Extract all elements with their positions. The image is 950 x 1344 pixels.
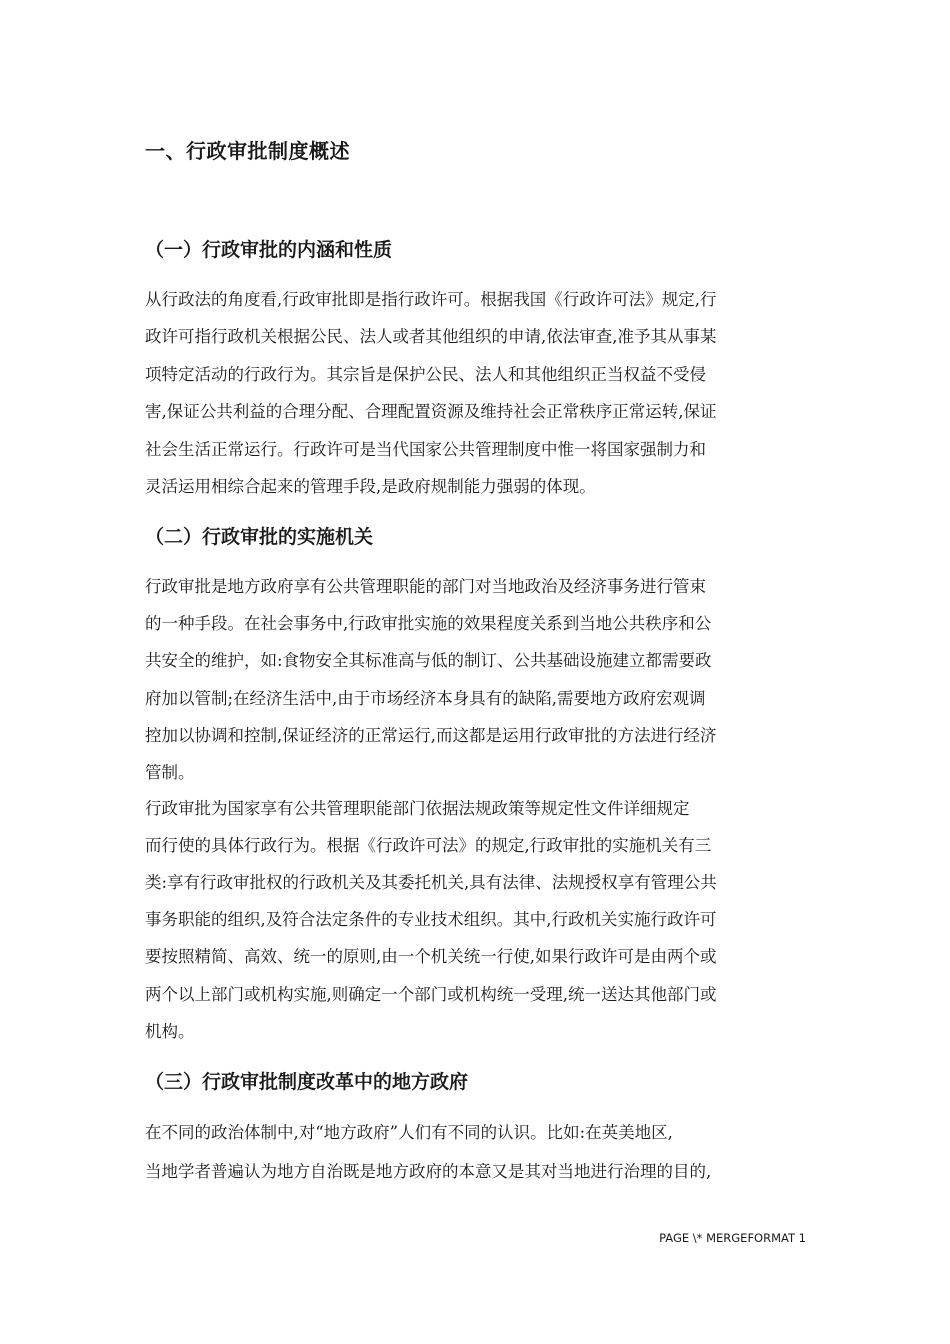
paragraph-line: 事务职能的组织,及符合法定条件的专业技术组织。其中,行政机关实施行政许可 <box>145 910 717 929</box>
paragraph-line: 的一种手段。在社会事务中,行政审批实施的效果程度关系到当地公共秩序和公 <box>145 614 712 633</box>
paragraph-line: 行政审批是地方政府享有公共管理职能的部门对当地政治及经济事务进行管束 <box>145 577 706 596</box>
paragraph-line: 管制。 <box>145 763 195 782</box>
paragraph-line: 而行使的具体行政行为。根据《行政许可法》的规定,行政审批的实施机关有三 <box>145 836 712 855</box>
chapter-heading: 一、行政审批制度概述 <box>145 139 350 163</box>
page-footer-field: PAGE \* MERGEFORMAT 1 <box>659 1231 806 1245</box>
paragraph-line: 机构。 <box>145 1022 195 1041</box>
paragraph-line: 社会生活正常运行。行政许可是当代国家公共管理制度中惟一将国家强制力和 <box>145 440 706 459</box>
paragraph-line: 共安全的维护，如:食物安全其标准高与低的制订、公共基础设施建立都需要政 <box>145 651 712 670</box>
paragraph-line: 从行政法的角度看,行政审批即是指行政许可。根据我国《行政许可法》规定,行 <box>145 290 717 309</box>
paragraph-line: 行政审批为国家享有公共管理职能部门依据法规政策等规定性文件详细规定 <box>145 799 690 818</box>
section-heading-3: （三）行政审批制度改革中的地方政府 <box>145 1071 469 1093</box>
paragraph-line: 两个以上部门或机构实施,则确定一个部门或机构统一受理,统一送达其他部门或 <box>145 985 717 1004</box>
paragraph-line: 政许可指行政机关根据公民、法人或者其他组织的申请,依法审查,准予其从事某 <box>145 327 717 346</box>
paragraph-line: 当地学者普遍认为地方自治既是地方政府的本意又是其对当地进行治理的目的, <box>145 1162 712 1181</box>
paragraph-line: 要按照精简、高效、统一的原则,由一个机关统一行使,如果行政许可是由两个或 <box>145 947 717 966</box>
paragraph-line: 类:享有行政审批权的行政机关及其委托机关,具有法律、法规授权享有管理公共 <box>145 873 717 892</box>
paragraph-line: 府加以管制;在经济生活中,由于市场经济本身具有的缺陷,需要地方政府宏观调 <box>145 689 706 708</box>
paragraph-line: 害,保证公共利益的合理分配、合理配置资源及维持社会正常秩序正常运转,保证 <box>145 402 717 421</box>
section-heading-2: （二）行政审批的实施机关 <box>145 526 374 548</box>
paragraph-line: 项特定活动的行政行为。其宗旨是保护公民、法人和其他组织正当权益不受侵 <box>145 365 706 384</box>
paragraph-line: 在不同的政治体制中,对“地方政府”人们有不同的认识。比如:在英美地区, <box>145 1123 673 1142</box>
section-heading-1: （一）行政审批的内涵和性质 <box>145 239 393 261</box>
paragraph-line: 灵活运用相综合起来的管理手段,是政府规制能力强弱的体现。 <box>145 477 596 496</box>
paragraph-line: 控加以协调和控制,保证经济的正常运行,而这都是运用行政审批的方法进行经济 <box>145 726 717 745</box>
